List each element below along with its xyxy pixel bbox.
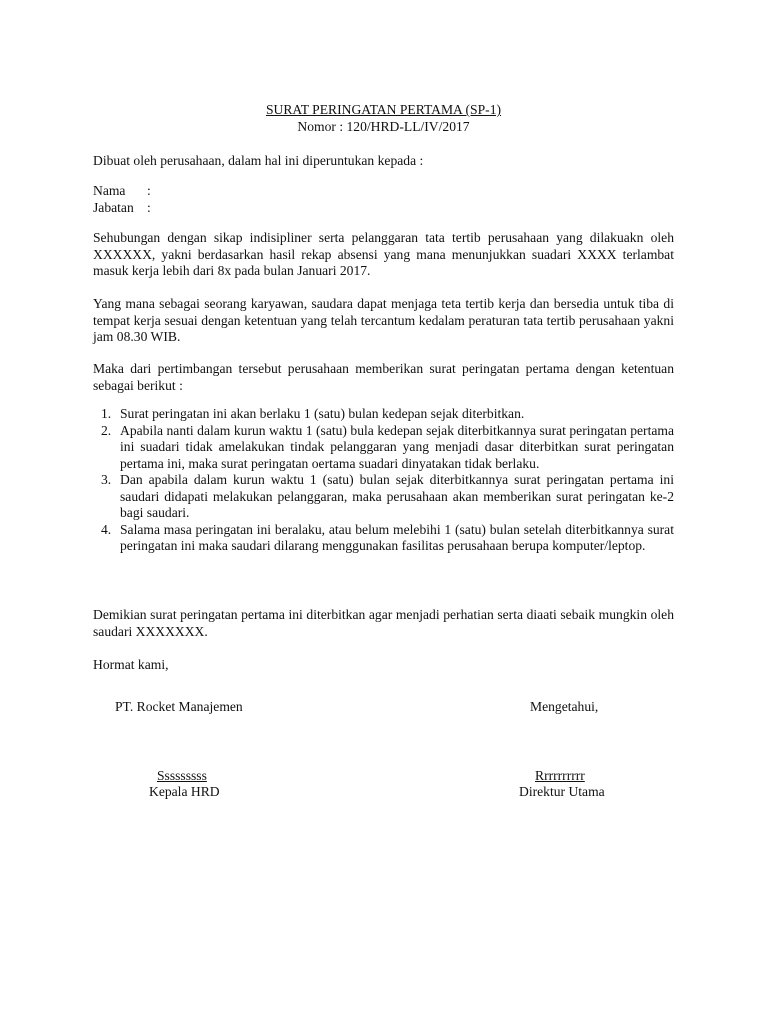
company-name: PT. Rocket Manajemen: [115, 699, 243, 714]
list-item-text: Surat peringatan ini akan berlaku 1 (satu) bulan kedepan sejak diterbitkan.: [120, 406, 525, 421]
paragraph-decision: Maka dari pertimbangan tersebut perusahaan memberikan surat peringatan pertama dengan ketentuan sebagai berikut :: [93, 361, 674, 393]
list-item-text: Dan apabila dalam kurun waktu 1 (satu) bulan sejak diterbitkannya surat peringatan pertama ini saudari didapati melakukan pelanggaran, maka perusahaan akan memberikan surat peringatan ke-2 bagi saudari.: [120, 472, 674, 520]
list-item-text: Salama masa peringatan ini beralaku, atau belum melebihi 1 (satu) bulan setelah diterbitkannya surat peringatan ini maka saudari dilarang menggunakan fasilitas perusahaan berupa komputer/leptop.: [120, 521, 674, 553]
paragraph-violation: Sehubungan dengan sikap indisipliner serta pelanggaran tata tertib perusahaan yang dilakuakn oleh XXXXXX, yakni berdasarkan hasil rekap absensi yang mana menunjukkan suadari XXXX terlambat masuk kerja lebih dari 8x pada bulan Januari 2017.: [93, 230, 674, 279]
list-item-number: 2.: [101, 422, 112, 438]
hrd-signatory-name: Sssssssss: [157, 768, 207, 783]
list-item: [93, 472, 674, 522]
letter-title: SURAT PERINGATAN PERTAMA (SP-1): [265, 102, 502, 117]
paragraph-obligation: Yang mana sebagai seorang karyawan, saudara dapat menjaga teta tertib kerja dan bersedia untuk tiba di tempat kerja sesuai dengan ketentuan yang telah tercantum kedalam peraturan tata tertib perusahaan yakni jam 08.30 WIB.: [93, 296, 674, 345]
position-field-row: [93, 199, 151, 216]
position-label: Jabatan: [93, 200, 134, 215]
list-item-number: 3.: [101, 472, 112, 487]
letter-number: Nomor : 120/HRD-LL/IV/2017: [297, 119, 470, 134]
list-item-number: 4.: [101, 521, 112, 537]
list-item-number: 1.: [101, 406, 112, 421]
list-item: [93, 522, 674, 555]
terms-list: [93, 406, 674, 555]
name-label: Nama: [93, 183, 126, 198]
closing-paragraph: Demikian surat peringatan pertama ini diterbitkan agar menjadi perhatian serta diaati sebaik mungkin oleh saudari XXXXXXX.: [93, 607, 674, 639]
hrd-signatory-role: Kepala HRD: [149, 784, 220, 799]
list-item: [93, 423, 674, 473]
acknowledged-heading: Mengetahui,: [530, 699, 599, 714]
regards-text: Hormat kami,: [93, 657, 169, 672]
list-item-text: Apabila nanti dalam kurun waktu 1 (satu) bula kedepan sejak diterbitkannya surat peringatan pertama ini suadari tidak amelakukan tindak pelanggaran yang menjadi dasar diterbitkan surat peringatan pertama ini, maka surat peringatan oertama suadari dinyatakan tidak berlaku.: [120, 422, 674, 471]
director-signatory-name: Rrrrrrrrrr: [535, 768, 585, 783]
list-item: [93, 406, 674, 423]
intro-text: Dibuat oleh perusahaan, dalam hal ini diperuntukan kepada :: [93, 153, 424, 168]
name-field-row: [93, 182, 151, 199]
director-signatory-role: Direktur Utama: [519, 784, 605, 799]
name-value: :: [147, 183, 151, 198]
position-value: :: [147, 200, 151, 215]
